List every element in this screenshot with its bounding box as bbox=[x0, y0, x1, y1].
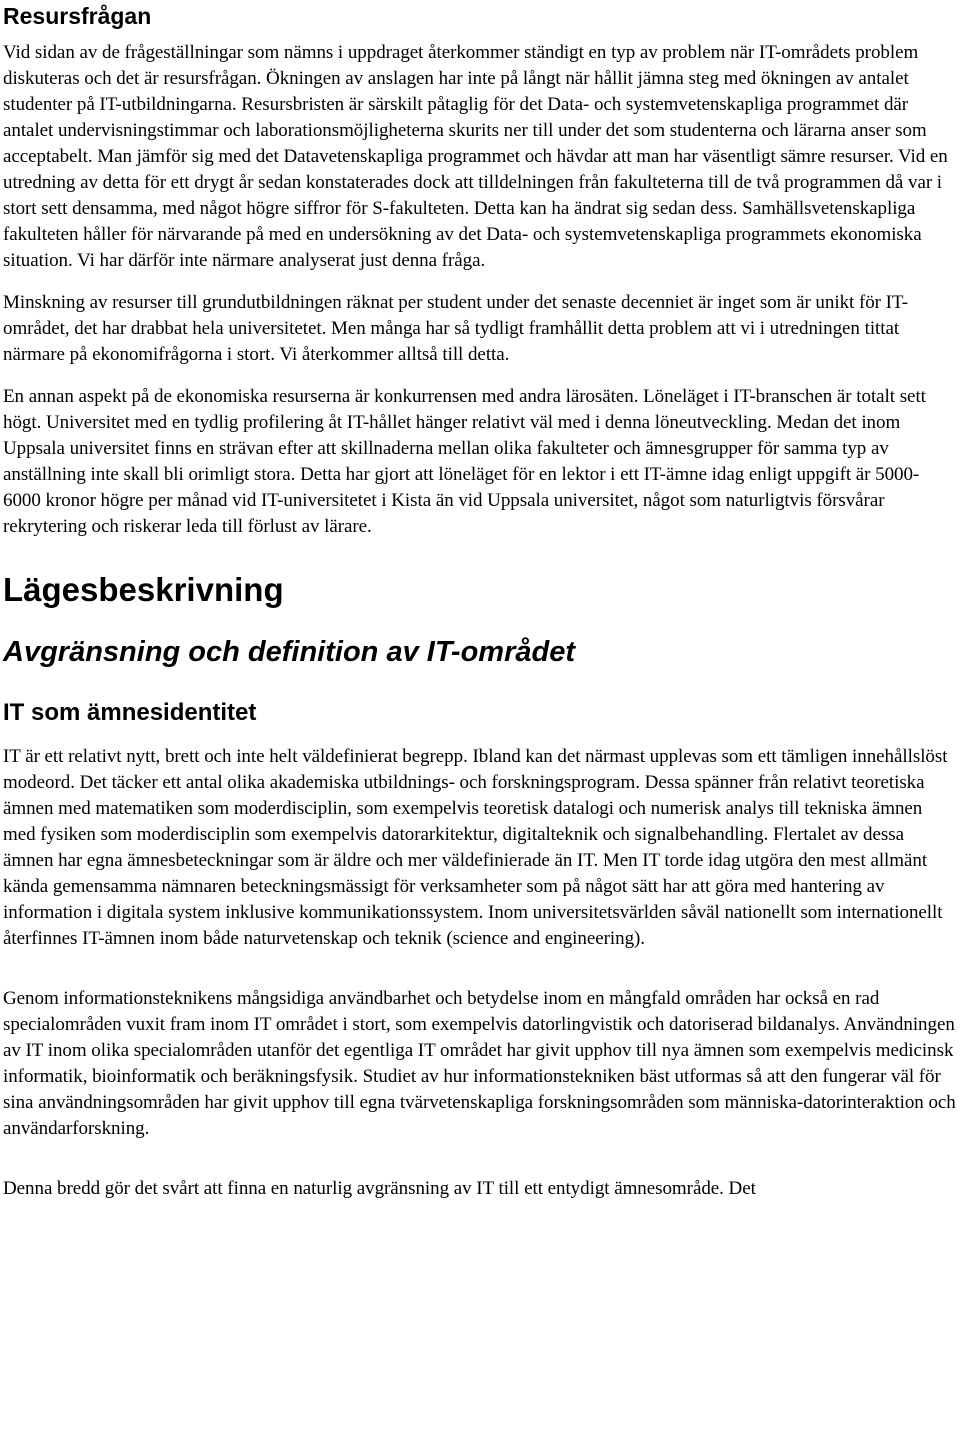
paragraph-amnesidentitet-2: Genom informationsteknikens mångsidiga användbarhet och betydelse inom en mångfald områden har också en rad specialområden vuxit fram inom IT området i stort, som exempelvis datorlingvistik och datoriserad bildanalys. Användningen av IT inom olika specialområden utanför det egentliga IT området har givit upphov till nya ämnen som exempelvis medicinsk informatik, bioinformatik och beräkningsfysik. Studiet av hur informationstekniken bäst utformas så att den fungerar väl för sina användningsområden har givit upphov till egna tvärvetenskapliga forskningsområden som människa-datorinteraktion och användarforskning. bbox=[3, 988, 956, 1139]
paragraph-resursfragan-1: Vid sidan av de frågeställningar som nämns i uppdraget återkommer ständigt en typ av problem när IT-områdets problem diskuteras och det är resursfrågan. Ökningen av anslagen har inte på långt när hållit jämna steg med ökningen av antalet studenter på IT-utbildningarna. Resursbristen är särskilt påtaglig för det Data- och systemvetenskapliga programmet där antalet undervisningstimmar och laborationsmöjligheterna skurits ner till under det som studenterna och lärarna anser som acceptabelt. Man jämför sig med det Datavetenskapliga programmet och hävdar att man har väsentligt sämre resurser. Vid en utredning av detta för ett drygt år sedan konstaterades dock att tilldelningen från fakulteterna till de två programmen då var i stort sett densamma, med något högre siffror för S-fakulteten. Detta kan ha ändrat sig sedan dess. Samhällsvetenskapliga fakulteten håller för närvarande på med en undersökning av det Data- och systemvetenskapliga programmets ekonomiska situation. Vi har därför inte närmare analyserat just denna fråga. bbox=[3, 42, 948, 271]
section-heading-resursfragan: Resursfrågan bbox=[3, 3, 152, 29]
paragraph-resursfragan-2: Minskning av resurser till grundutbildningen räknat per student under det senaste decenniet är inget som är unikt för IT-området, det har drabbat hela universitetet. Men många har så tydligt framhållit detta problem att vi i utredningen tittat närmare på ekonomifrågorna i stort. Vi återkommer alltså till detta. bbox=[3, 292, 909, 365]
paragraph-amnesidentitet-1: IT är ett relativt nytt, brett och inte helt väldefinierat begrepp. Ibland kan det närmast upplevas som ett tämligen innehållslöst modeord. Det täcker ett antal olika akademiska utbildnings- och forskningsprogram. Dessa spänner från relativt teoretiska ämnen med matematiken som moderdisciplin, som exempelvis teoretisk datalogi och numerisk analys till tekniska ämnen med fysiken som moderdisciplin som exempelvis datorarkitektur, digitalteknik och signalbehandling. Flertalet av dessa ämnen har egna ämnesbeteckningar som är äldre och mer väldefinierade än IT. Men IT torde idag utgöra den mest allmänt kända gemensamma nämnaren beteckningsmässigt för verksamheter som på något sätt har att göra med hantering av information i digitala system inklusive kommunikationssystem. Inom universitetsvärlden såväl nationellt som internationellt återfinnes IT-ämnen inom både naturvetenskap och teknik (science and engineering). bbox=[3, 746, 948, 949]
paragraph-resursfragan-3: En annan aspekt på de ekonomiska resurserna är konkurrensen med andra lärosäten. Löneläget i IT-branschen är totalt sett högt. Universitet med en tydlig profilering åt IT-hållet hänger relativt väl med i denna löneutveckling. Medan det inom Uppsala universitet finns en strävan efter att skillnaderna mellan olika fakulteter och ämnesgrupper för samma typ av anställning inte skall bli orimligt stora. Detta har gjort att löneläget för en lektor i ett IT-ämne idag enligt uppgift är 5000-6000 kronor högre per månad vid IT-universitetet i Kista än vid Uppsala universitet, något som naturligtvis försvårar rekrytering och riskerar leda till förlust av lärare. bbox=[3, 386, 926, 537]
paragraph-amnesidentitet-3: Denna bredd gör det svårt att finna en naturlig avgränsning av IT till ett entydigt ämnesområde. Det bbox=[3, 1178, 756, 1199]
subchapter-heading-avgransning: Avgränsning och definition av IT-området bbox=[3, 636, 575, 668]
document-page bbox=[3, 0, 956, 1216]
chapter-heading-lagesbeskrivning: Lägesbeskrivning bbox=[3, 571, 284, 608]
subsection-heading-amnesidentitet: IT som ämnesidentitet bbox=[3, 699, 257, 726]
